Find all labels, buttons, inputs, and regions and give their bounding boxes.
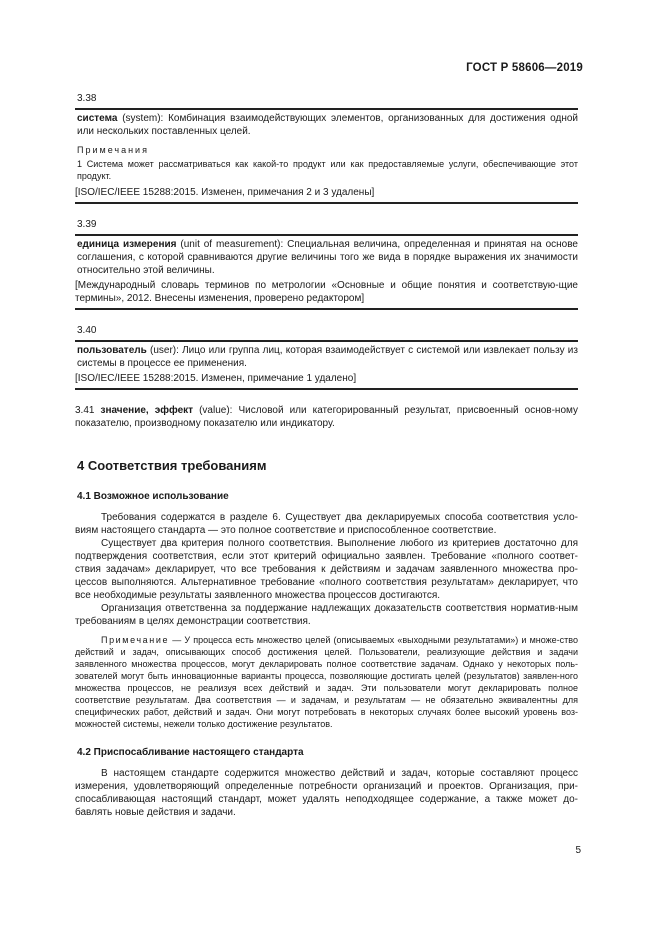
note-text: 1 Система может рассматриваться как какой-то продукт или как предоставляемые услуги, обеспечивающие этот продукт. (77, 159, 578, 181)
term-number: 3.39 (77, 219, 97, 230)
subsection-heading: 4.1 Возможное использование (77, 491, 229, 502)
paragraph: В настоящем стандарте содержится множество действий и задач, которые составляют процесс измерения, удовлетворяющий определенные потребности организаций и проектов. Организация, при-спосабливающая настоящий стандарт, может удалять неподходящее содержание, а также может до-бавлять новые действия и задачи. (75, 768, 578, 818)
term-definition (75, 112, 578, 138)
term-source: [ISO/IEC/IEEE 15288:2015. Изменен, примечания 2 и 3 удалены] (75, 187, 375, 198)
term-definition (75, 344, 578, 370)
term-3-41 (75, 404, 578, 430)
term-box-3-39 (75, 234, 578, 310)
term-source: [Международный словарь терминов по метрологии «Основные и общие понятия и соответствую-щие термины», 2012. Внесены изменения, проверено редактором] (75, 280, 578, 304)
term-english: (value) (193, 405, 230, 416)
paragraph: Требования содержатся в разделе 6. Существует два декларируемых способа соответствия усло-виям настоящего стандарта — это полное соответствие и приспособленное соответствие. (75, 512, 578, 536)
term-box-3-38 (75, 108, 578, 204)
term-definition-text: : Специальная величина, определенная и принятая на основе соглашения, с которой сравниваются другие величины того же вида в порядке выражения их значимости относительно этой величины. (77, 239, 578, 276)
term-box-3-40 (75, 340, 578, 390)
paragraph: Существует два критерия полного соответствия. Выполнение любого из критериев достаточно для подтверждения соответствия, если этот критерий официально заявлен. Требование «полного соответ-ствия задачам» декларирует, что все требования к действиям и задачам заявленного множества про-цессов выполняются. Альтернативное требование «полного соответствия результатам» декларирует, что все необходимые результаты заявленного множества процессов достигаются. (75, 538, 578, 601)
note-header: Примечания (77, 145, 149, 155)
subsection-heading: 4.2 Приспосабливание настоящего стандарта (77, 747, 304, 758)
page-content (75, 92, 578, 819)
section-heading: 4 Соответствия требованиям (77, 458, 267, 473)
term-name: значение, эффект (100, 405, 194, 416)
page-number: 5 (575, 845, 581, 856)
note-body: — У процесса есть множество целей (описываемых «выходными результатами») и множе-ство действий и задач, описывающих способ достижения целей. Пользователи, реализующие действия и задачи заявленного множества процессов, могут декларировать полное соответствие задачам. Однако у некоторых поль-зователей могут быть инновационные варианты процесса, позволяющие достигать целей (результатов) заявлен-ного множества процессов, не реализуя всех действий и задач. Эти пользователи могут декларировать полное соответствие результатам. Два соответствия — и задачам, и результатам — не обязательно эквивалентны для специфических работ, действий и задач. Они могут потребовать в некоторых случаях более высокий уровень воз-можностей системы, нежели только достижение результатов. (75, 635, 578, 729)
term-name: единица измерения (77, 239, 177, 250)
term-definition-text: : Лицо или группа лиц, которая взаимодействует с системой или извлекает пользу из системы в процессе ее применения. (77, 345, 578, 369)
term-name: пользователь (77, 345, 147, 356)
term-definition-text: : Комбинация взаимодействующих элементов, организованных для достижения одной или нескольких поставленных целей. (77, 113, 579, 137)
term-english: (user) (146, 345, 177, 356)
term-number: 3.41 (75, 405, 101, 416)
paragraph: Организация ответственна за поддержание надлежащих доказательств соответствия норматив-ным требованиям в целях демонстрации соответствия. (75, 603, 578, 627)
term-english: (system) (117, 113, 161, 124)
standard-id-header: ГОСТ Р 58606—2019 (466, 62, 583, 74)
term-source: [ISO/IEC/IEEE 15288:2015. Изменен, примечание 1 удалено] (75, 373, 357, 384)
term-definition (75, 238, 578, 277)
term-definition-text: : Числовой или категорированный результат, присвоенный основ-ному показателю, производному показателю или индикатору. (75, 405, 578, 429)
note-paragraph (75, 634, 578, 730)
note-label: Примечание (101, 635, 170, 645)
term-number: 3.40 (77, 325, 97, 336)
term-number: 3.38 (77, 93, 97, 104)
term-english: (unit of measurement) (176, 239, 281, 250)
term-name: система (77, 113, 118, 124)
